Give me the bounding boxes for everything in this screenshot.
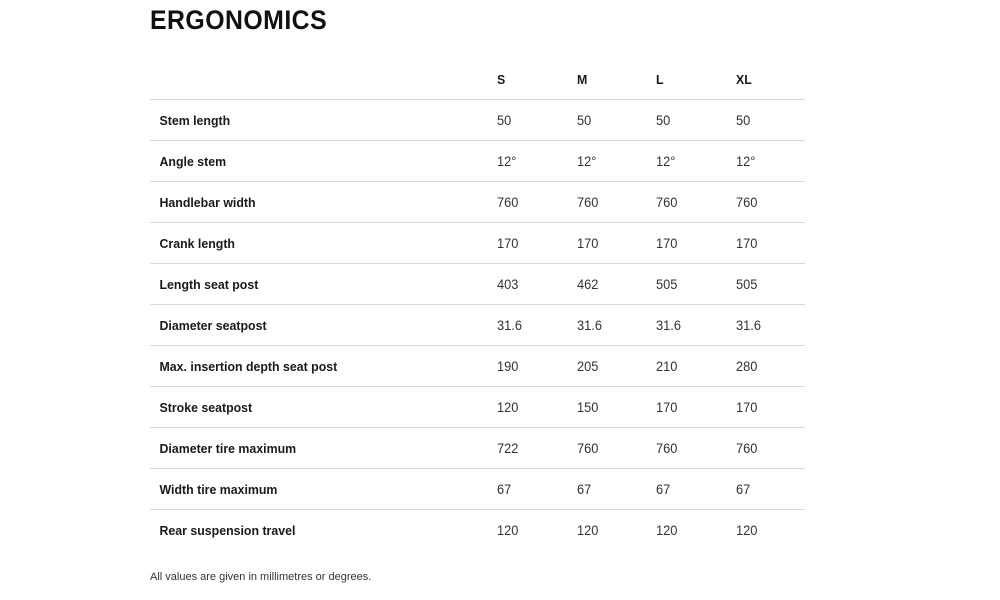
row-label: Length seat post [159,276,259,292]
cell-value: 120 [656,523,678,538]
cell-value: 205 [577,358,599,374]
cell-value: 760 [656,194,678,210]
cell-value: 12° [736,153,756,169]
cell-value: 120 [497,399,519,415]
cell-value: 12° [577,153,597,169]
cell-value: 170 [736,399,758,415]
cell-value: 31.6 [656,317,681,333]
table-row [150,182,805,223]
table-row [150,305,805,346]
cell-value: 210 [656,358,678,374]
cell-value: 760 [736,194,758,210]
row-label: Width tire maximum [159,481,278,497]
row-label: Crank length [159,235,235,251]
cell-value: 403 [497,276,519,292]
cell-value: 462 [577,276,599,292]
table-row [150,510,805,551]
table-row [150,387,805,428]
cell-value: 760 [577,194,599,210]
cell-value: 170 [656,235,678,251]
ergonomics-table [150,60,805,551]
column-header-xl: XL [736,72,752,87]
row-label: Max. insertion depth seat post [159,358,338,374]
cell-value: 31.6 [736,317,761,333]
cell-value: 760 [656,440,678,456]
cell-value: 120 [497,523,519,538]
cell-value: 67 [656,481,671,497]
row-label: Rear suspension travel [159,523,296,538]
cell-value: 760 [736,440,758,456]
row-label: Stem length [159,112,231,128]
cell-value: 31.6 [577,317,602,333]
cell-value: 150 [577,399,599,415]
column-header-m: M [577,72,588,87]
units-footnote: All values are given in millimetres or degrees. [150,571,372,583]
page-title: ERGONOMICS [150,5,328,35]
row-label: Handlebar width [159,194,256,210]
column-header-l: L [656,72,664,87]
cell-value: 170 [577,235,599,251]
cell-value: 120 [577,523,599,538]
table-row [150,141,805,182]
cell-value: 67 [497,481,512,497]
cell-value: 50 [497,112,512,128]
cell-value: 170 [656,399,678,415]
column-header-s: S [497,72,506,87]
row-label: Angle stem [159,153,227,169]
cell-value: 67 [577,481,592,497]
cell-value: 67 [736,481,751,497]
cell-value: 31.6 [497,317,522,333]
cell-value: 760 [577,440,599,456]
table-row [150,100,805,141]
cell-value: 50 [736,112,751,128]
cell-value: 12° [497,153,517,169]
cell-value: 280 [736,358,758,374]
cell-value: 50 [656,112,671,128]
table-row [150,264,805,305]
table-row [150,346,805,387]
cell-value: 12° [656,153,676,169]
cell-value: 50 [577,112,592,128]
cell-value: 120 [736,523,758,538]
cell-value: 505 [736,276,758,292]
cell-value: 190 [497,358,519,374]
cell-value: 170 [497,235,519,251]
table-row [150,469,805,510]
table-header-row [150,60,805,100]
table-row [150,428,805,469]
row-label: Stroke seatpost [159,399,253,415]
row-label: Diameter seatpost [159,317,267,333]
cell-value: 505 [656,276,678,292]
cell-value: 722 [497,440,519,456]
row-label: Diameter tire maximum [159,440,297,456]
table-row [150,223,805,264]
cell-value: 760 [497,194,519,210]
cell-value: 170 [736,235,758,251]
